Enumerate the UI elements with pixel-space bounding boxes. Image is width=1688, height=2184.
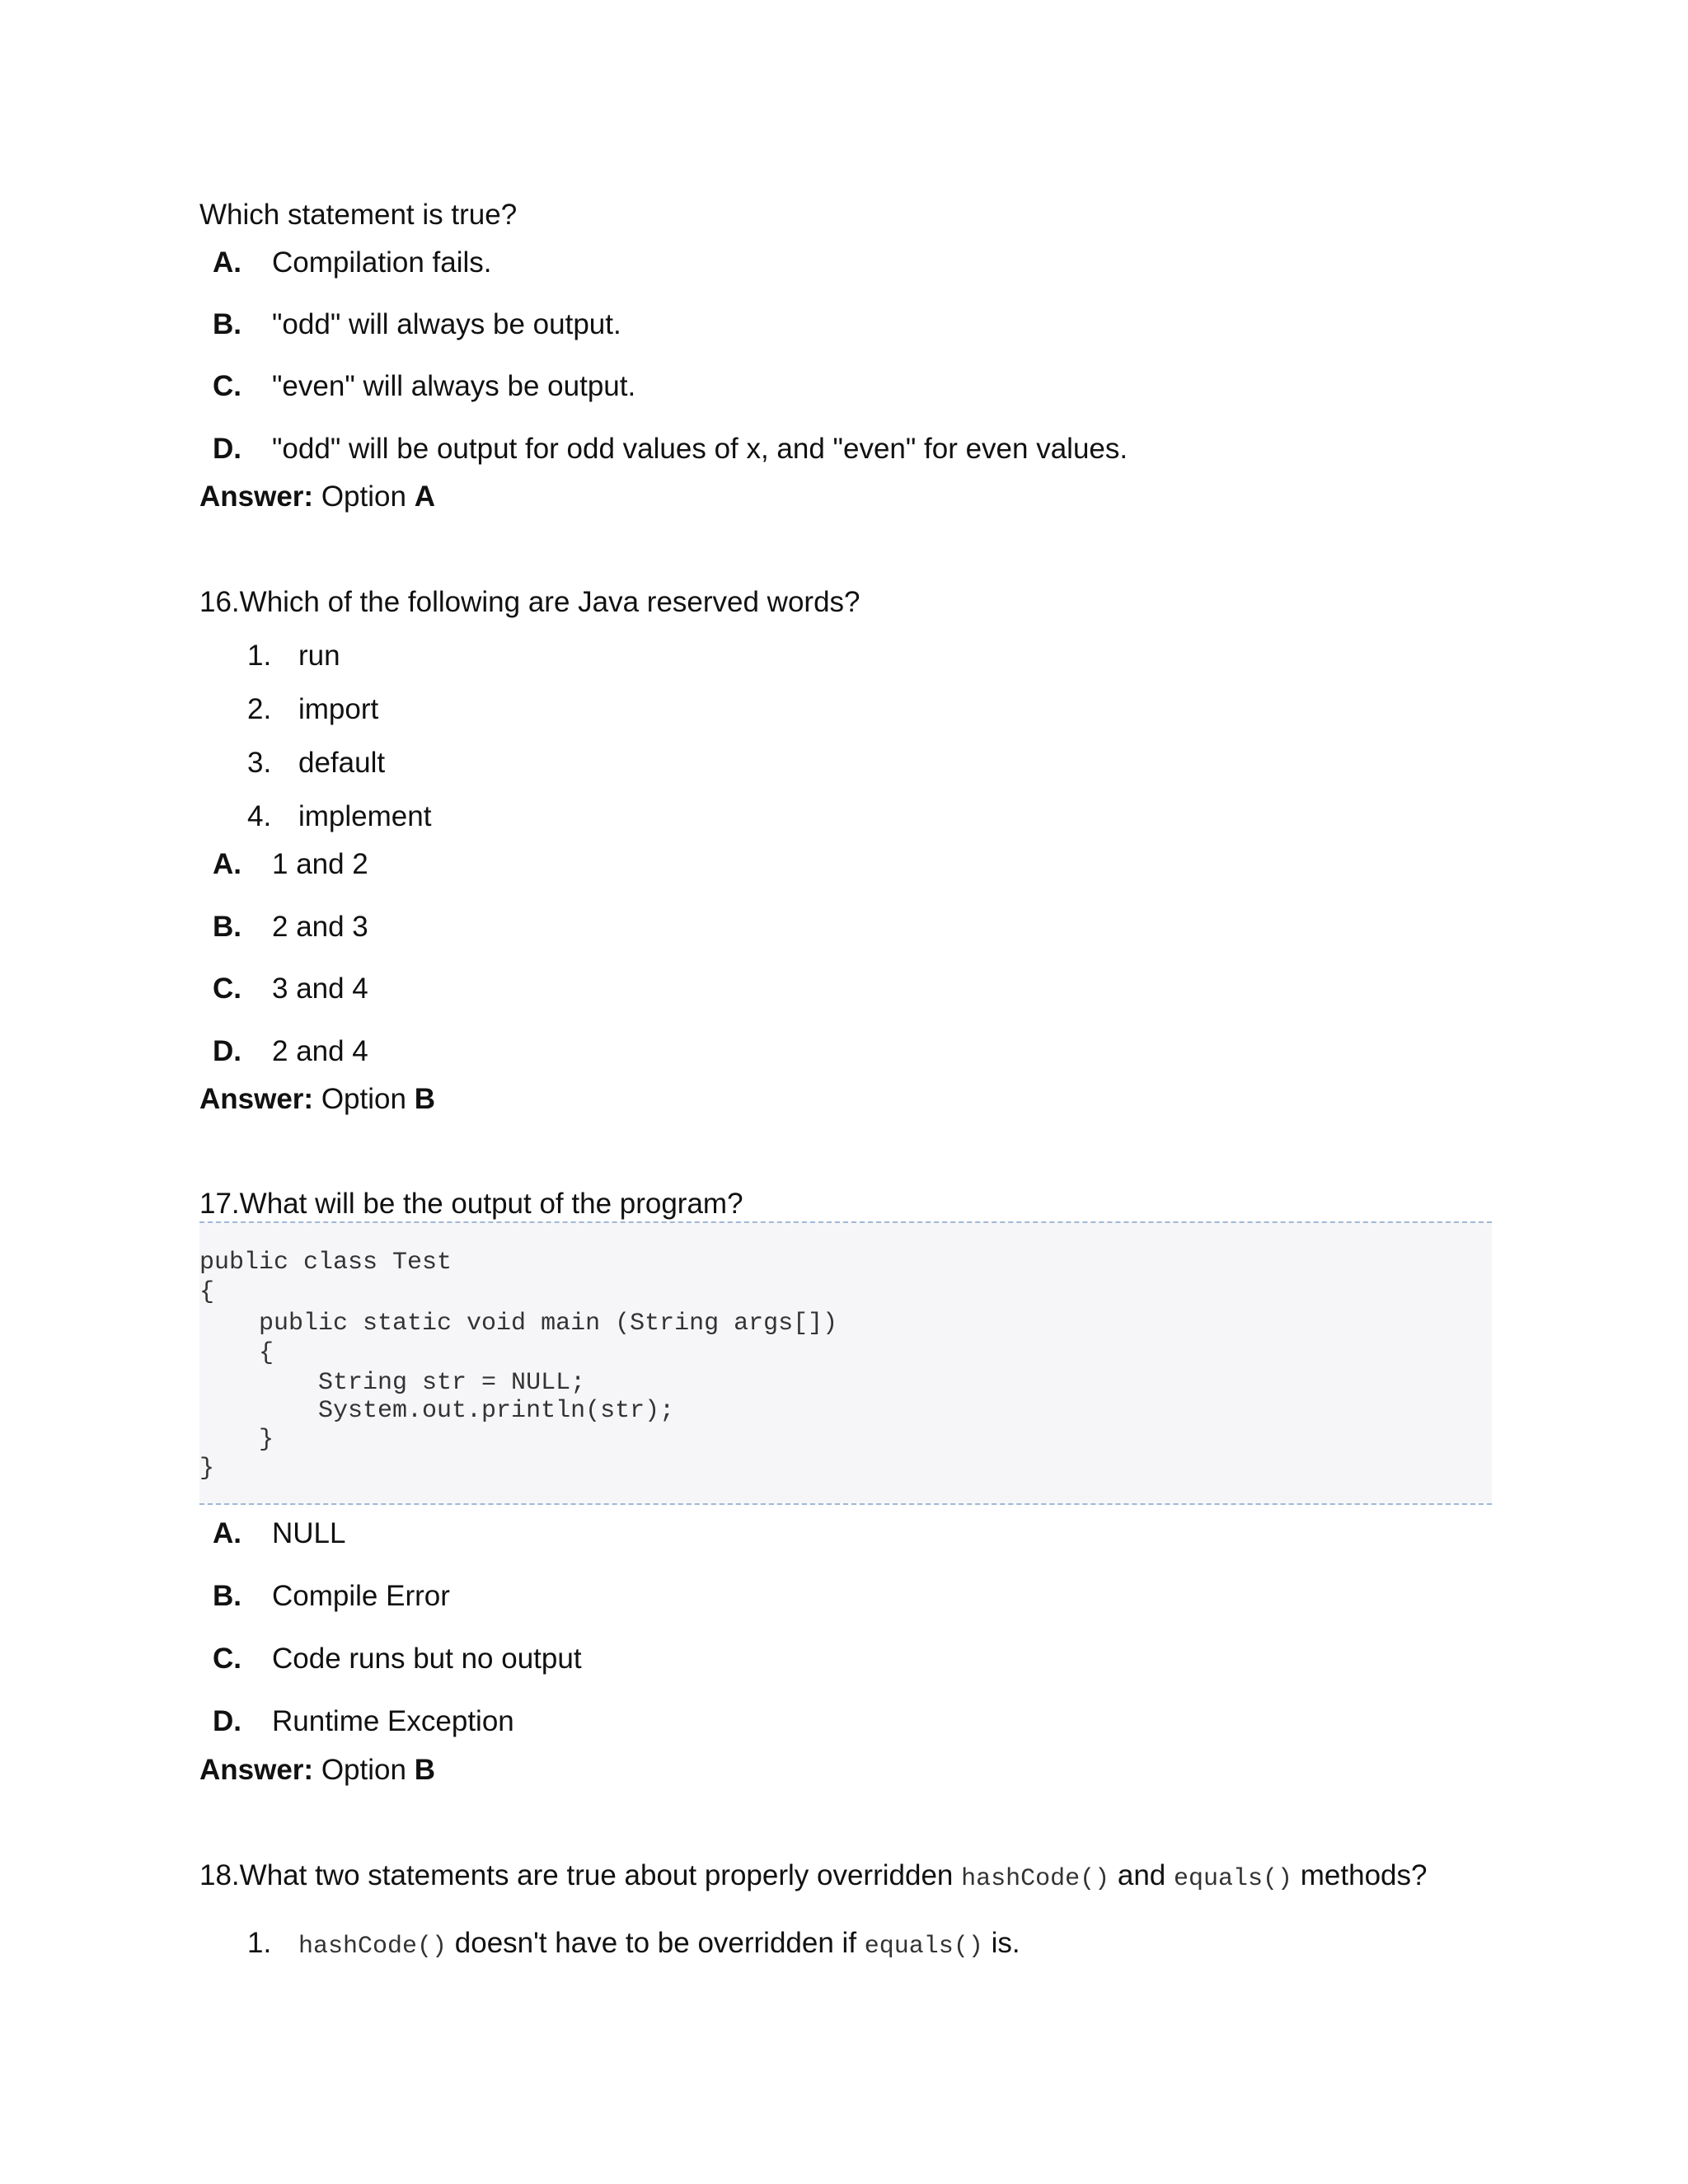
code-line: public static void main (String args[]) [199,1310,838,1338]
question-16-text: 16.Which of the following are Java reserved words? [199,586,860,618]
option-letter: D. [213,1705,241,1737]
option-text: "odd" will always be output. [272,308,621,340]
option-text: 3 and 4 [272,972,368,1005]
option-text: Compile Error [272,1580,450,1612]
option-letter: B. [213,308,241,340]
code-line: } [199,1426,274,1454]
option-text: 2 and 4 [272,1035,368,1067]
option-letter: B. [213,1580,241,1612]
list-item-text: implement [298,800,432,832]
question-17-text: 17.What will be the output of the program? [199,1188,743,1220]
list-item-number: 1. [247,1927,272,1959]
code-line: public class Test [199,1249,452,1277]
code-line: System.out.println(str); [199,1397,675,1425]
list-item-body: doesn't have to be overridden if [454,1927,857,1959]
code-line: } [199,1455,215,1483]
list-item-text: default [298,747,386,779]
option-letter: C. [213,370,241,402]
code-line: { [199,1278,215,1306]
list-item-number: 2. [247,693,272,725]
option-text: Compilation fails. [272,246,492,279]
question-18-and: and [1117,1859,1166,1891]
answer-value: B [414,1083,435,1115]
list-item-number: 4. [247,800,272,832]
option-text: NULL [272,1517,346,1549]
list-item-text [298,1926,1020,1964]
code-line: String str = NULL; [199,1369,586,1397]
option-letter: A. [213,848,241,880]
option-text: 2 and 3 [272,911,368,943]
question-18-suffix: methods? [1300,1859,1428,1891]
code-block [199,1221,1492,1505]
inline-code-equals: equals() [864,1933,983,1961]
answer-value: B [414,1754,435,1786]
option-letter: A. [213,1517,241,1549]
list-item-text: run [298,640,340,672]
option-text: "odd" will be output for odd values of x, and "even" for even values. [272,433,1128,465]
inline-code-hashcode: hashCode() [298,1933,448,1961]
answer-line [199,480,435,514]
answer-line [199,1082,435,1117]
list-item-end: is. [991,1927,1020,1959]
answer-value: A [414,480,435,513]
answer-text: Option [321,1083,406,1115]
answer-label: Answer: [199,480,314,513]
option-text: "even" will always be output. [272,370,636,402]
answer-label: Answer: [199,1754,314,1786]
code-line: { [199,1339,274,1367]
option-letter: D. [213,433,241,465]
option-letter: C. [213,1643,241,1675]
option-letter: A. [213,246,241,279]
list-item-number: 1. [247,640,272,672]
list-item-text: import [298,693,379,725]
answer-text: Option [321,480,406,513]
option-letter: D. [213,1035,241,1067]
answer-text: Option [321,1754,406,1786]
option-text: Runtime Exception [272,1705,514,1737]
answer-line [199,1753,435,1788]
list-item-number: 3. [247,747,272,779]
inline-code-equals: equals() [1174,1865,1293,1893]
question-18-prefix: 18.What two statements are true about properly overridden [199,1859,954,1891]
inline-code-hashcode: hashCode() [961,1865,1110,1893]
question-18-text [199,1858,1428,1896]
question-15-text: Which statement is true? [199,199,518,231]
option-letter: B. [213,911,241,943]
option-text: 1 and 2 [272,848,368,880]
option-text: Code runs but no output [272,1643,582,1675]
answer-label: Answer: [199,1083,314,1115]
option-letter: C. [213,972,241,1005]
